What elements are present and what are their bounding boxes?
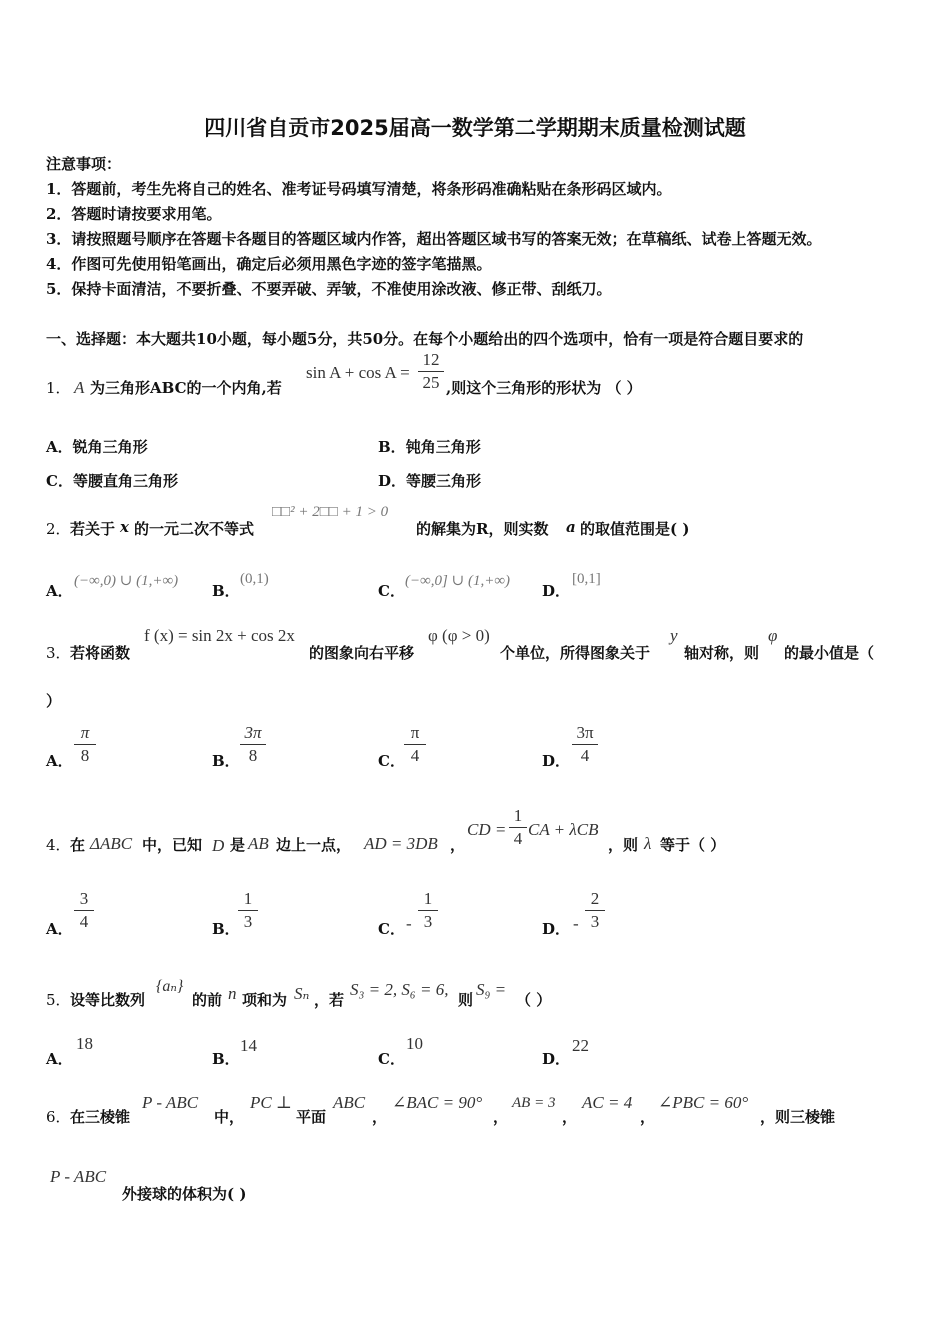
question-text: 则 [458,991,474,1009]
question-text: 若关于 [70,520,116,538]
question-text: 的最小值是（ [784,644,875,662]
question-text: 等于（ ） [660,836,726,854]
notice-item: 3．请按照题号顺序在答题卡各题目的答题区域内作答，超出答题区域书写的答案无效；在草稿纸、试卷上答题无效。 [46,230,822,248]
option-c: C．等腰直角三角形 [46,472,178,490]
question-text: 边上一点， [276,836,352,854]
question-text: 在 [70,836,86,854]
question-text: ， [640,1108,656,1126]
fraction-numerator: π [410,723,420,742]
option-c-fraction [418,889,438,932]
option-c-label: C． [378,920,405,938]
math-var: y [670,626,678,645]
option-b-label: B． [212,582,240,600]
math-fraction [418,350,444,393]
notice-item: 5．保持卡面清洁，不要折叠、不要弄破、弄皱，不准使用涂改液、修正带、刮纸刀。 [46,280,612,298]
math-var: Sₙ [294,984,310,1003]
option-c-value: 10 [406,1034,423,1053]
option-d-fraction [572,723,598,766]
fraction-denominator: 3 [590,912,600,931]
math-var: D [212,836,225,855]
option-b: B．钝角三角形 [378,438,481,456]
math-expr: ABC [333,1093,366,1112]
option-a-label: A． [46,582,73,600]
math-expr: CD = [467,820,507,839]
math-expr: φ (φ > 0) [428,626,490,645]
option-d-label: D． [542,582,571,600]
math-var: a [566,518,576,536]
question-number: 1． [46,379,71,397]
question-text: ， [372,1108,388,1126]
question-text: 轴对称，则 [684,644,760,662]
question-text: ,则这个三角形的形状为 （ ） [446,379,642,397]
math-expr: ∠PBC = 60° [658,1093,749,1112]
notice-item: 1．答题前，考生先将自己的姓名、准考证号码填写清楚，将条形码准确粘贴在条形码区域内。 [46,180,672,198]
option-b-value: 14 [240,1036,257,1055]
question-text: 若将函数 [70,644,131,662]
option-a-label: A． [46,920,73,938]
question-text: 是 [230,836,246,854]
question-text: 设等比数列 [70,991,146,1009]
math-expr: f (x) = sin 2x + cos 2x [144,626,295,645]
fraction-numerator: 2 [590,889,600,908]
question-text: 中，已知 [142,836,203,854]
question-text: ，则 [608,836,639,854]
math-fraction [509,806,527,849]
fraction-denominator: 4 [580,746,590,765]
option-d-sign: - [573,914,579,933]
question-number: 3． [46,644,71,662]
math-expr: P - ABC [142,1093,199,1112]
page-title: 四川省自贡市2025届高一数学第二学期期末质量检测试题 [204,116,746,140]
math-expr: ΔABC [90,834,133,853]
option-c-value: (−∞,0] ∪ (1,+∞) [405,573,511,589]
section-heading: 一、选择题：本大题共10小题，每小题5分，共50分。在每个小题给出的四个选项中，恰有一项是符合题目要求的 [46,330,804,348]
option-c-label: C． [378,752,405,770]
fraction-denominator: 4 [79,912,89,931]
question-number: 2． [46,520,71,538]
fraction-numerator: 1 [243,889,253,908]
math-var: n [228,984,237,1003]
fraction-numerator: 1 [423,889,433,908]
question-text: 中， [214,1108,245,1126]
math-expr: AC = 4 [582,1093,633,1112]
option-d-label: D． [542,1050,571,1068]
math-expr: P - ABC [50,1167,107,1186]
math-expr: ∠BAC = 90° [392,1093,483,1112]
math-var: λ [644,834,652,853]
question-text: ，若 [314,991,345,1009]
question-text: ） [46,692,62,710]
option-c-label: C． [378,582,405,600]
fraction-denominator: 8 [80,746,90,765]
fraction-denominator: 4 [513,829,523,848]
option-d-value: [0,1] [572,571,601,587]
question-text: 的前 [192,991,223,1009]
question-text: 为三角形ABC的一个内角,若 [90,379,282,397]
math-var: A [74,378,85,397]
question-number: 5． [46,991,71,1009]
question-text: ， [450,836,466,854]
question-text: ，则三棱锥 [760,1108,836,1126]
math-expr: {aₙ} [156,978,184,995]
fraction-denominator: 4 [410,746,420,765]
fraction-numerator: 1 [513,806,523,825]
question-text: 个单位，所得图象关于 [500,644,651,662]
option-b-fraction [240,723,266,766]
option-a-label: A． [46,752,73,770]
math-expr: PC ⊥ [250,1093,292,1112]
option-b-value: (0,1) [240,571,269,587]
question-text: 的取值范围是( ) [580,520,690,538]
math-expr: CA + λCB [528,820,599,839]
fraction-numerator: 3π [244,723,262,742]
question-text: 外接球的体积为( ) [122,1185,247,1203]
fraction-denominator: 3 [243,912,253,931]
option-a-fraction [74,889,94,932]
question-text: 在三棱锥 [70,1108,131,1126]
option-d-label: D． [542,752,571,770]
question-number: 6． [46,1108,71,1126]
question-text: 平面 [296,1108,327,1126]
question-text: ， [493,1108,509,1126]
fraction-numerator: 3 [79,889,89,908]
question-text: 的一元二次不等式 [134,520,255,538]
fraction-numerator: 3π [576,723,594,742]
option-a: A．锐角三角形 [46,438,148,456]
math-expr: S₉ = [476,980,507,999]
option-d-fraction [585,889,605,932]
question-text: 的解集为R，则实数 [416,520,549,538]
fraction-numerator: 12 [422,350,440,369]
option-a-value: (−∞,0) ∪ (1,+∞) [74,573,179,589]
notice-heading: 注意事项： [46,155,122,173]
math-expr: AD = 3DB [364,834,438,853]
question-text: 项和为 [242,991,288,1009]
math-var: x [120,518,129,536]
fraction-denominator: 8 [248,746,258,765]
question-text: ， [562,1108,578,1126]
question-number: 4． [46,836,71,854]
math-expr: sin A + cos A = [306,363,410,382]
math-var: φ [768,626,778,645]
option-a-value: 18 [76,1034,93,1053]
question-text: 的图象向右平移 [309,644,415,662]
option-c-label: C． [378,1050,405,1068]
option-b-fraction [238,889,258,932]
option-c-sign: - [406,914,412,933]
option-d-label: D． [542,920,571,938]
option-b-label: B． [212,752,240,770]
option-b-label: B． [212,920,240,938]
fraction-denominator: 3 [423,912,433,931]
notice-item: 2．答题时请按要求用笔。 [46,205,222,223]
math-expr: □□² + 2□□ + 1 > 0 [272,504,389,520]
option-a-label: A． [46,1050,73,1068]
option-c-fraction [404,723,426,766]
question-text: （ ） [516,991,552,1009]
fraction-numerator: π [80,723,90,742]
option-a-fraction [74,723,96,766]
math-expr: AB = 3 [512,1095,556,1111]
option-d-value: 22 [572,1036,589,1055]
math-expr: S₃ = 2, S₆ = 6, [350,980,449,999]
math-expr: AB [248,834,269,853]
fraction-denominator: 25 [422,373,440,392]
option-b-label: B． [212,1050,240,1068]
notice-item: 4．作图可先使用铅笔画出，确定后必须用黑色字迹的签字笔描黑。 [46,255,492,273]
option-d: D．等腰三角形 [378,472,482,490]
